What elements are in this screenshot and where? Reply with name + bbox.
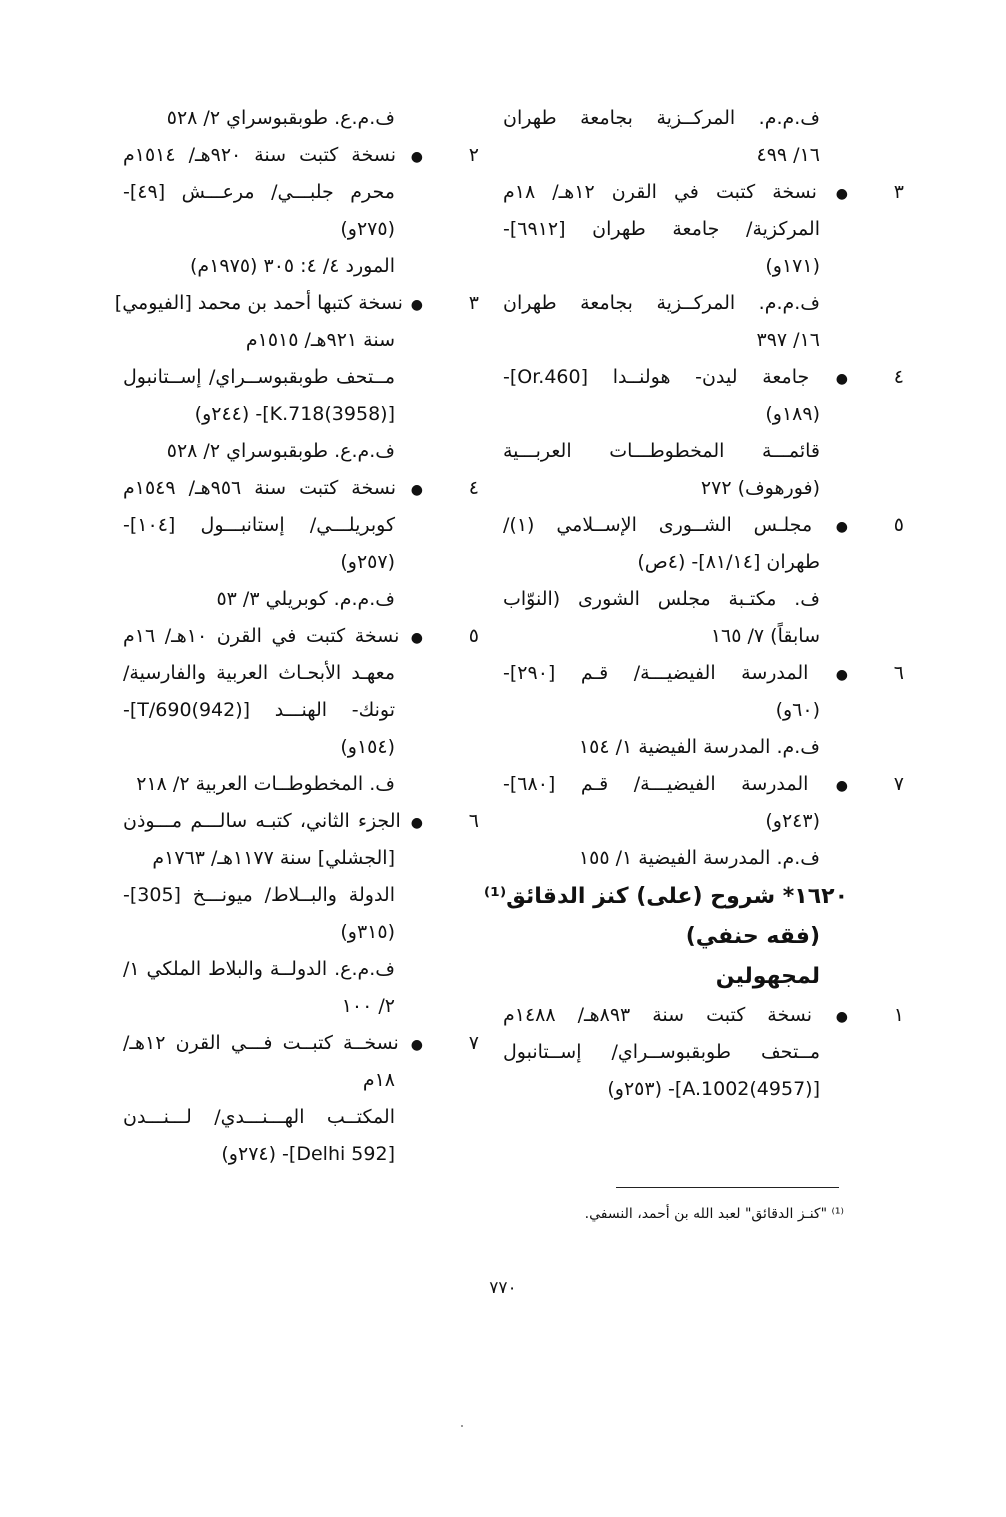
line-text: المدرسة الفيضيـــة/ قـم [٦٨٠]- <box>503 773 809 795</box>
text-line <box>503 285 848 322</box>
text-line <box>503 618 848 655</box>
item-number: ٣ <box>893 181 904 203</box>
list-item <box>123 137 479 174</box>
bullet-icon: ● <box>835 667 848 683</box>
entry-heading <box>503 957 848 997</box>
bullet-icon: ● <box>835 1009 848 1025</box>
line-text: الجزء الثاني، كتبـه سالـــم مـــوذن <box>123 810 401 832</box>
line-text: ف.م.م. المركــزية بجامعة طهران <box>503 107 820 129</box>
line-text: ١٦/ ٤٩٩ <box>756 144 820 166</box>
item-number: ٢ <box>468 144 479 166</box>
line-text: (١٧١و) <box>765 255 820 277</box>
line-text: مــتحف طوبقبوســراي/ إســتانبول <box>123 366 395 388</box>
line-text: ف.م. المدرسة الفيضية ١/ ١٥٥ <box>578 847 820 869</box>
line-text: (١٨٩و) <box>765 403 820 425</box>
list-item <box>503 359 904 396</box>
bullet-icon: ● <box>410 482 423 498</box>
bullet-icon: ● <box>410 149 423 165</box>
list-item <box>114 285 479 322</box>
text-line <box>123 433 423 470</box>
line-text: ف.م.م. المركــزية بجامعة طهران <box>503 292 820 314</box>
bullet-icon: ● <box>835 519 848 535</box>
list-item <box>503 507 904 544</box>
list-item <box>503 174 904 211</box>
text-line <box>503 470 848 507</box>
bullet-icon: ● <box>835 778 848 794</box>
line-text: نسخة كتبت في القرن ١٢هـ/ ١٨م <box>503 181 817 203</box>
line-text: (٢٤٣و) <box>765 810 820 832</box>
line-text: ٢/ ١٠٠ <box>341 995 395 1017</box>
line-text: لمجهولين <box>715 964 820 989</box>
line-text: محرم جلبـــي/ مرعـــش [٤٩]- <box>123 181 395 203</box>
text-line <box>123 914 423 951</box>
text-line <box>123 1136 423 1173</box>
list-item <box>123 803 480 840</box>
line-text: طهران [٨١/١٤]- (٤ص) <box>637 551 820 573</box>
left-column <box>114 100 480 1173</box>
line-text: (٢٥٧و) <box>340 551 395 573</box>
text-line <box>503 840 848 877</box>
text-line <box>123 655 423 692</box>
right-column <box>483 100 904 1108</box>
line-text: كوبريلـــي/ إستانبـــول [١٠٤]- <box>123 514 395 536</box>
item-number: ١ <box>893 1004 904 1026</box>
line-text: المركزية/ جامعة طهران [٦٩١٢]- <box>503 218 820 240</box>
text-line <box>123 322 423 359</box>
line-text: نسخة كتبت في القرن ١٠هـ/ ١٦م <box>123 625 400 647</box>
item-number: ٤ <box>468 477 479 499</box>
text-line <box>123 729 423 766</box>
line-text: [الجشلي] سنة ١١٧٧هـ/ ١٧٦٣م <box>152 847 395 869</box>
text-line <box>123 100 423 137</box>
text-line <box>123 544 423 581</box>
list-item <box>123 1025 480 1062</box>
line-text: ف.م.م. كوبريلي ٣/ ٥٣ <box>216 588 395 610</box>
text-line <box>503 1034 848 1071</box>
text-line <box>503 100 848 137</box>
line-text: ١٨م <box>362 1069 395 1091</box>
text-line <box>123 951 423 988</box>
text-line <box>503 137 848 174</box>
line-text: تونك- الهنـــد [T/690(942)]- <box>123 699 395 721</box>
text-line <box>123 581 423 618</box>
text-line <box>503 803 848 840</box>
line-text: ١٦٢٠* شروح (على) كنز الدقائق⁽¹⁾ <box>483 884 848 909</box>
item-number: ٤ <box>893 366 904 388</box>
item-number: ٥ <box>468 625 479 647</box>
text-line <box>503 1071 848 1108</box>
text-line <box>503 729 848 766</box>
line-text: (٦٠و) <box>775 699 820 721</box>
bullet-icon: ● <box>410 1037 424 1053</box>
list-item <box>123 618 479 655</box>
line-text: ١٦/ ٣٩٧ <box>756 329 820 351</box>
text-line <box>123 1062 423 1099</box>
bullet-icon: ● <box>410 630 423 646</box>
line-text: جامعة ليدن- هولنــدا [Or.460]- <box>503 366 810 388</box>
line-text: قائمـــة المخطوطـــات العربـــية <box>503 440 820 462</box>
line-text: (فقه حنفي) <box>685 924 820 949</box>
line-text: مــتحف طوبقبوســراي/ إســتانبول <box>503 1041 820 1063</box>
list-item <box>503 766 904 803</box>
line-text: ف.م.ع. طوبقبوسراي ٢/ ٥٢٨ <box>166 107 395 129</box>
line-text: المورد ٤/ ٤: ٣٠٥ (١٩٧٥م) <box>190 255 395 277</box>
line-text: ف.م.ع. الدولــة والبلاط الملكي ١/ <box>123 958 395 980</box>
line-text: ف.م.ع. طوبقبوسراي ٢/ ٥٢٨ <box>166 440 395 462</box>
page-number: ٧٧٠ <box>489 1278 517 1298</box>
text-line <box>503 211 848 248</box>
bullet-icon: ● <box>410 815 424 831</box>
bullet-icon: ● <box>835 371 848 387</box>
line-text: نسخة كتبت سنة ٩٥٦هـ/ ١٥٤٩م <box>123 477 396 499</box>
text-line <box>123 359 423 396</box>
text-line <box>503 544 848 581</box>
footnote: ⁽¹⁾ "كنـز الدقائق" لعبد الله بن أحمد، النسفي. <box>584 1206 844 1222</box>
line-text: سنة ٩٢١هـ/ ١٥١٥م <box>245 329 395 351</box>
entry-heading <box>503 917 848 957</box>
text-line <box>123 211 423 248</box>
line-text: نسخة كتبت سنة ٩٢٠هـ/ ١٥١٤م <box>123 144 396 166</box>
text-line <box>503 248 848 285</box>
list-item <box>503 655 904 692</box>
item-number: ٧ <box>893 773 904 795</box>
footnote-separator <box>616 1187 839 1188</box>
bullet-icon: ● <box>410 297 423 313</box>
line-text: [A.1002(4957)]- (٢٥٣و) <box>607 1078 820 1100</box>
line-text: (٢٧٥و) <box>340 218 395 240</box>
line-text: نسخة كتبت سنة ٨٩٣هـ/ ١٤٨٨م <box>503 1004 812 1026</box>
text-line <box>503 433 848 470</box>
list-item <box>503 997 904 1034</box>
line-text: ف.م. المدرسة الفيضية ١/ ١٥٤ <box>578 736 820 758</box>
line-text: نسخة كتبها أحمد بن محمد [الفيومي] <box>114 292 403 314</box>
line-text: [Delhi 592]- (٢٧٤و) <box>221 1143 395 1165</box>
line-text: مجلـس الشــورى الإســلامي (١)/ <box>503 514 813 536</box>
list-item <box>123 470 479 507</box>
bullet-icon: ● <box>835 186 848 202</box>
text-line <box>503 322 848 359</box>
text-line <box>503 692 848 729</box>
text-line <box>123 507 423 544</box>
line-text: المكتــب الهـــنـــدي/ لـــنـــدن <box>123 1106 395 1128</box>
line-text: (١٥٤و) <box>340 736 395 758</box>
text-line <box>123 766 423 803</box>
text-line <box>123 396 423 433</box>
scan-speck <box>461 1425 463 1427</box>
line-text: (فورهوف) ٢٧٢ <box>700 477 820 499</box>
line-text: المدرسة الفيضيـــة/ قـم [٢٩٠]- <box>503 662 809 684</box>
item-number: ٦ <box>893 662 904 684</box>
text-line <box>123 877 423 914</box>
line-text: (٣١٥و) <box>340 921 395 943</box>
text-line <box>123 248 423 285</box>
line-text: ف. المخطوطــات العربية ٢/ ٢١٨ <box>136 773 395 795</box>
line-text: الدولة والبــلاط/ ميونـــخ [305]- <box>123 884 395 906</box>
line-text: معهـد الأبحـاث العربية والفارسية/ <box>123 662 395 684</box>
text-line <box>123 988 423 1025</box>
item-number: ٣ <box>468 292 479 314</box>
item-number: ٥ <box>893 514 904 536</box>
text-line <box>123 1099 423 1136</box>
text-line <box>123 840 423 877</box>
item-number: ٧ <box>468 1032 480 1054</box>
text-line <box>123 174 423 211</box>
line-text: ف. مكتـبة مجلس الشورى (النوّاب <box>503 588 820 610</box>
line-text: سابقاً) ٧/ ١٦٥ <box>710 625 820 647</box>
entry-heading <box>483 877 848 917</box>
text-line <box>123 692 423 729</box>
line-text: [K.718(3958)]- (٢٤٤و) <box>194 403 395 425</box>
item-number: ٦ <box>468 810 480 832</box>
text-line <box>503 396 848 433</box>
line-text: نسخــة كتبــت فـــي القرن ١٢هـ/ <box>123 1032 399 1054</box>
text-line <box>503 581 848 618</box>
